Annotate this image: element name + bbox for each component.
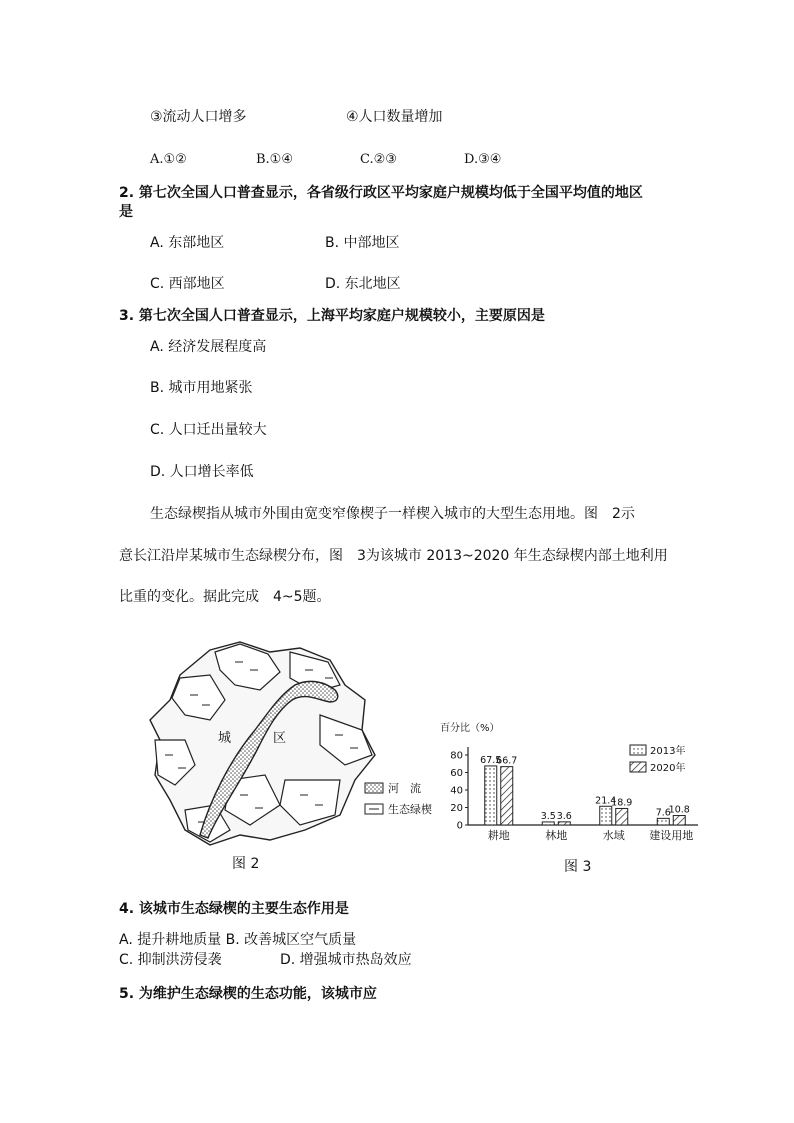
q1-option-a: A.①② xyxy=(150,152,187,167)
q3-option-a: A. 经济发展程度高 xyxy=(150,339,267,355)
y-tick-label: 60 xyxy=(450,768,463,779)
figure-2-caption: 图 2 xyxy=(232,856,260,872)
city-label-1: 城 xyxy=(218,731,232,746)
category-label: 水域 xyxy=(602,829,625,842)
y-tick-label: 80 xyxy=(450,750,463,762)
bar-2013年 xyxy=(485,766,497,825)
y-axis-label: 百分比（%） xyxy=(440,723,500,734)
figure-2-map xyxy=(140,630,450,880)
bar-2013年 xyxy=(657,818,669,825)
bar-2013年 xyxy=(600,806,612,825)
category-label: 耕地 xyxy=(487,829,510,842)
y-tick-label: 20 xyxy=(450,803,463,814)
figure-3-caption: 图 3 xyxy=(564,859,592,875)
y-tick-label: 40 xyxy=(450,785,463,797)
category-label: 林地 xyxy=(545,829,568,842)
bar-value-label: 3.5 xyxy=(540,810,556,822)
q2-option-d: D. 东北地区 xyxy=(325,276,401,292)
q2-option-b: B. 中部地区 xyxy=(325,235,400,251)
bar-value-label: 21.4 xyxy=(595,795,617,807)
bar-value-label: 18.9 xyxy=(611,797,633,809)
question-2-text-cont: 是 xyxy=(119,204,133,220)
bar-value-label: 7.6 xyxy=(655,807,671,819)
city-label-2: 区 xyxy=(273,731,287,746)
option-item-3: ③流动人口增多 xyxy=(150,109,247,125)
legend-swatch xyxy=(630,745,646,755)
figure-3-chart xyxy=(440,715,710,880)
legend-wedge-label: 生态绿楔 xyxy=(388,803,432,816)
y-tick-label: 0 xyxy=(456,820,463,832)
bar-value-label: 67.5 xyxy=(480,754,502,766)
legend-river-swatch xyxy=(365,783,383,793)
legend-label: 2020年 xyxy=(650,763,686,774)
legend-label: 2013年 xyxy=(650,746,686,757)
bar-value-label: 3.6 xyxy=(556,810,572,822)
bar-value-label: 10.8 xyxy=(668,804,690,816)
bar-2020年 xyxy=(501,767,513,825)
passage-line-1: 生态绿楔指从城市外围由宽变窄像楔子一样楔入城市的大型生态用地。图 2示 xyxy=(150,506,635,522)
bar-2020年 xyxy=(616,808,628,825)
q4-option-c: C. 抑制洪涝侵袭 xyxy=(119,952,222,968)
question-2-text: 2. 第七次全国人口普查显示，各省级行政区平均家庭户规模均低于全国平均值的地区 xyxy=(119,185,643,201)
passage-line-3: 比重的变化。据此完成 4~5题。 xyxy=(119,589,331,605)
legend-river-label: 河 流 xyxy=(388,782,421,795)
question-4-text: 4. 该城市生态绿楔的主要生态作用是 xyxy=(119,901,349,917)
q1-option-d: D.③④ xyxy=(464,152,502,167)
bar-2020年 xyxy=(558,822,570,825)
q3-option-b: B. 城市用地紧张 xyxy=(150,380,253,396)
option-item-4: ④人口数量增加 xyxy=(346,109,443,125)
bar-2013年 xyxy=(542,822,554,825)
passage-line-2: 意长江沿岸某城市生态绿楔分布，图 3为该城市 2013~2020 年生态绿楔内部土地利用 xyxy=(119,548,668,564)
q2-option-c: C. 西部地区 xyxy=(150,276,225,292)
bar-value-label: 66.7 xyxy=(496,755,518,767)
bar-2020年 xyxy=(673,816,685,825)
q4-option-ab: A. 提升耕地质量 B. 改善城区空气质量 xyxy=(119,932,357,948)
q1-option-c: C.②③ xyxy=(360,152,397,167)
question-5-text: 5. 为维护生态绿楔的生态功能，该城市应 xyxy=(119,986,377,1002)
q3-option-c: C. 人口迁出量较大 xyxy=(150,422,267,438)
legend-swatch xyxy=(630,762,646,772)
category-label: 建设用地 xyxy=(649,829,694,842)
question-3-text: 3. 第七次全国人口普查显示，上海平均家庭户规模较小，主要原因是 xyxy=(119,308,545,324)
q1-option-b: B.①④ xyxy=(256,152,293,167)
q3-option-d: D. 人口增长率低 xyxy=(150,464,254,480)
q4-option-d: D. 增强城市热岛效应 xyxy=(280,952,412,968)
q2-option-a: A. 东部地区 xyxy=(150,235,225,251)
